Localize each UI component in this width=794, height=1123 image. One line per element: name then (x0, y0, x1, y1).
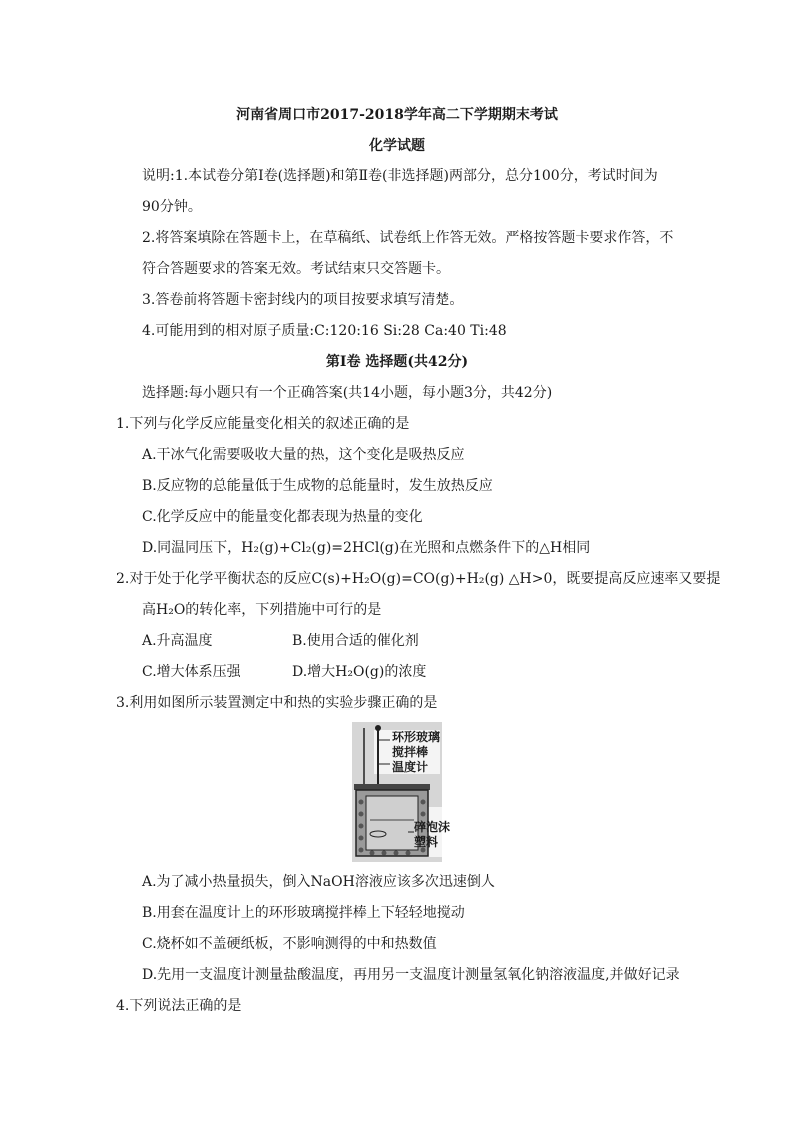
label-foam-line-1: 碎泡沫 (414, 820, 451, 834)
label-stirrer-line-1: 环形玻璃 (392, 730, 441, 744)
note-1-line-2: 90分钟。 (142, 199, 202, 215)
note-4: 4.可能用到的相对原子质量:C:120:16 Si:28 Ca:40 Ti:48 (142, 323, 507, 339)
q4-stem: 4.下列说法正确的是 (116, 998, 242, 1014)
q3-option-c: C.烧杯如不盖硬纸板，不影响测得的中和热数值 (142, 936, 437, 952)
q2-stem-line-2: 高H₂O的转化率，下列措施中可行的是 (142, 602, 382, 618)
q3-stem: 3.利用如图所示装置测定中和热的实验步骤正确的是 (116, 695, 438, 711)
note-2-line-2: 符合答题要求的答案无效。考试结束只交答题卡。 (142, 261, 450, 277)
exam-subtitle: 化学试题 (369, 138, 425, 154)
q3-option-b: B.用套在温度计上的环形玻璃搅拌棒上下轻轻地搅动 (142, 905, 465, 921)
calorimeter-figure (352, 722, 451, 862)
label-thermometer: 温度计 (392, 760, 429, 774)
label-foam-line-2: 塑料 (414, 835, 439, 849)
note-2-line-1: 2.将答案填除在答题卡上，在草稿纸、试卷纸上作答无效。严格按答题卡要求作答，不 (142, 230, 674, 246)
q2-option-d: D.增大H₂O(g)的浓度 (292, 664, 427, 680)
note-3: 3.答卷前将答题卡密封线内的项目按要求填写清楚。 (142, 292, 464, 308)
q3-option-a: A.为了减小热量损失，倒入NaOH溶液应该多次迅速倒人 (142, 874, 495, 890)
exam-title: 河南省周口市2017-2018学年高二下学期期末考试 (236, 107, 558, 123)
q2-option-c: C.增大体系压强 (142, 664, 241, 680)
q1-option-a: A.干冰气化需要吸收大量的热，这个变化是吸热反应 (142, 447, 465, 463)
q2-stem-line-1: 2.对于处于化学平衡状态的反应C(s)+H₂O(g)=CO(g)+H₂(g) △H>0，既要提高反应速率又要提 (116, 571, 721, 587)
q1-option-b: B.反应物的总能量低于生成物的总能量时，发生放热反应 (142, 478, 493, 494)
label-stirrer-line-2: 搅拌棒 (392, 745, 429, 759)
q2-option-a: A.升高温度 (142, 633, 213, 649)
q1-option-c: C.化学反应中的能量变化都表现为热量的变化 (142, 509, 423, 525)
q1-option-d: D.同温同压下，H₂(g)+Cl₂(g)=2HCl(g)在光照和点燃条件下的△H相同 (142, 540, 591, 556)
q1-stem: 1.下列与化学反应能量变化相关的叙述正确的是 (116, 416, 410, 432)
q2-option-b: B.使用合适的催化剂 (292, 633, 419, 649)
section-heading: 第Ⅰ卷 选择题(共42分) (325, 354, 469, 370)
note-1-line-1: 说明:1.本试卷分第Ⅰ卷(选择题)和第Ⅱ卷(非选择题)两部分，总分100分，考试时间为 (142, 168, 658, 184)
section-instruction: 选择题:每小题只有一个正确答案(共14小题，每小题3分，共42分) (142, 385, 553, 401)
q3-option-d: D.先用一支温度计测量盐酸温度，再用另一支温度计测量氢氧化钠溶液温度,并做好记录 (142, 967, 680, 983)
